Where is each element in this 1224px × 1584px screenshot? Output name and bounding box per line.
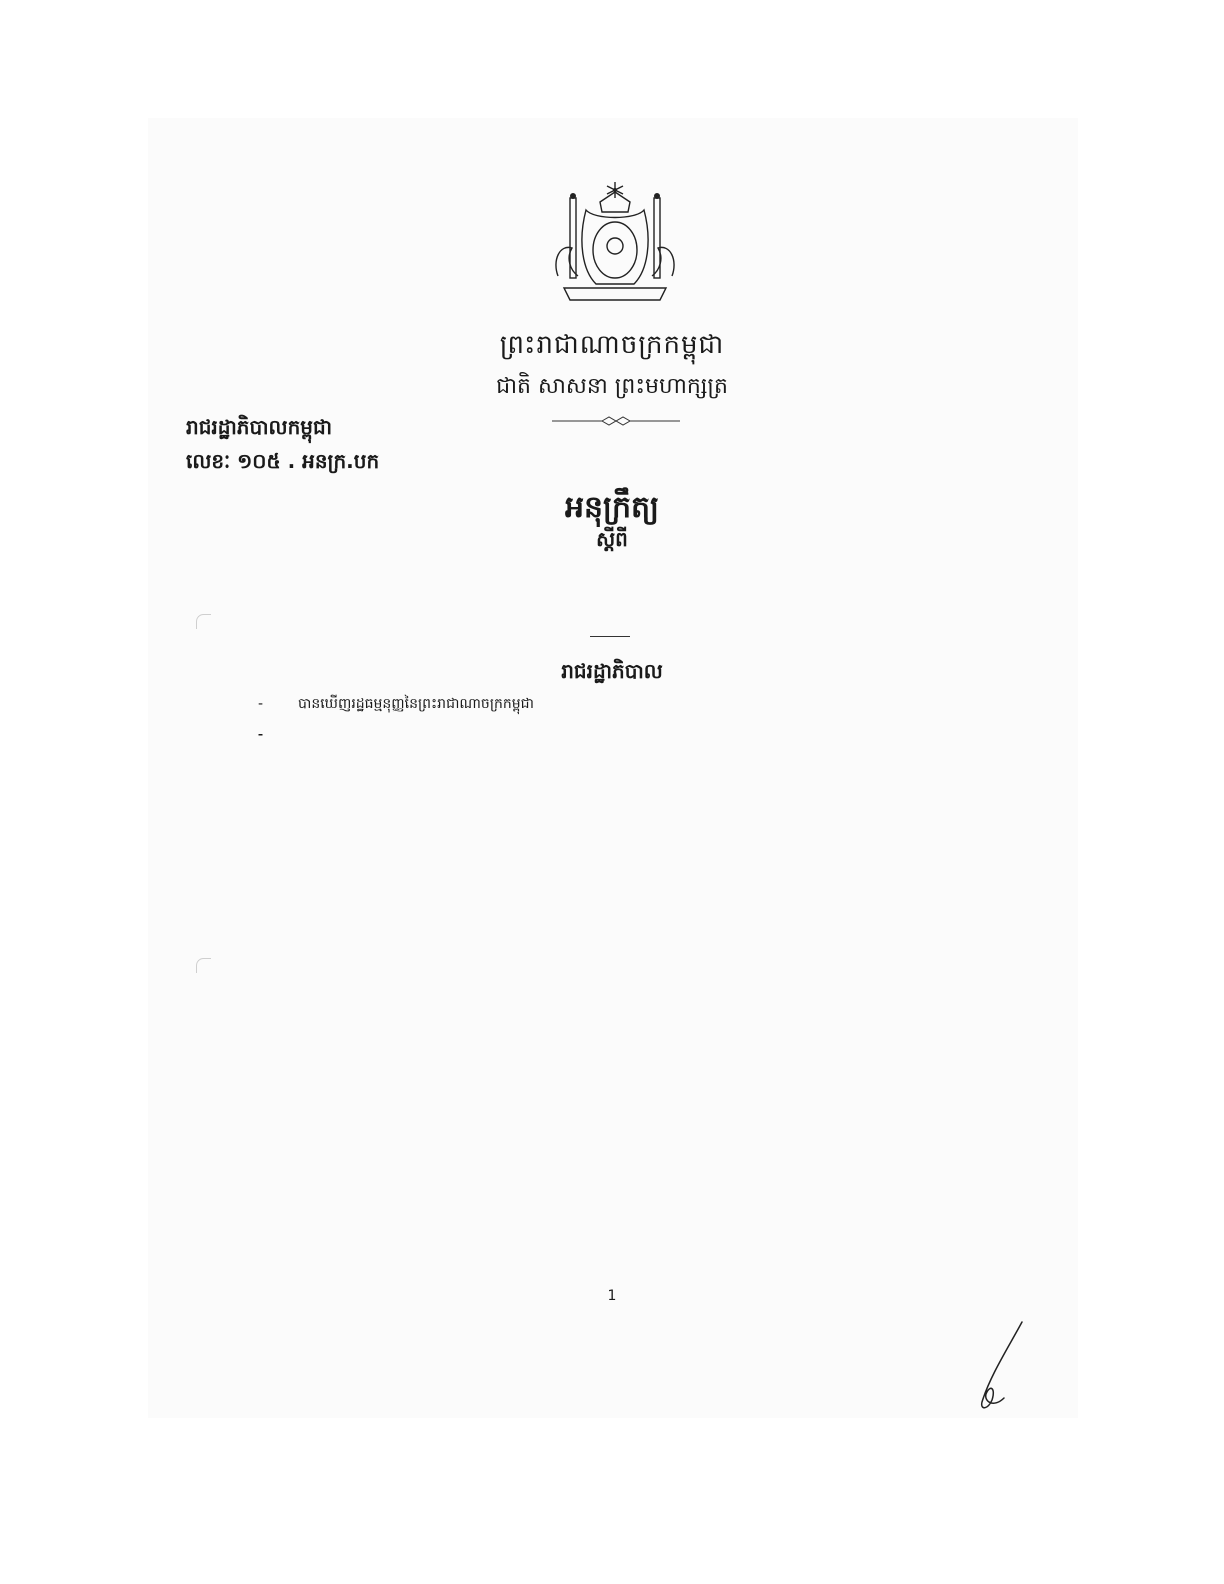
- document-number: លេខៈ ១០៥ . អនក្រ.បក: [186, 449, 380, 473]
- handwritten-signature: [960, 1318, 1030, 1418]
- royal-coat-of-arms-emblem: [540, 180, 690, 310]
- document-on-label: ស្តីពី: [596, 527, 628, 551]
- title-rule: [590, 636, 630, 637]
- scan-mark: [196, 614, 211, 629]
- national-motto: ជាតិ សាសនា ព្រះមហាក្សត្រ: [496, 374, 728, 399]
- scan-mark: [196, 958, 211, 973]
- ornamental-divider: [552, 416, 680, 426]
- document-title: អនុក្រឹត្យ: [564, 490, 660, 525]
- kingdom-heading: ព្រះរាជាណាចក្រកម្ពុជា: [499, 330, 725, 360]
- issuing-office: រាជរដ្ឋាភិបាលកម្ពុជា: [186, 415, 332, 439]
- scanned-page: [148, 118, 1078, 1418]
- list-item: - បានឃើញរដ្ឋធម្មនុញ្ញនៃព្រះរាជាណាចក្រកម្ពុជា: [258, 692, 970, 716]
- legal-basis-list: [258, 692, 970, 723]
- page-number: 1: [607, 1288, 617, 1304]
- government-heading: រាជរដ្ឋាភិបាល: [561, 659, 663, 683]
